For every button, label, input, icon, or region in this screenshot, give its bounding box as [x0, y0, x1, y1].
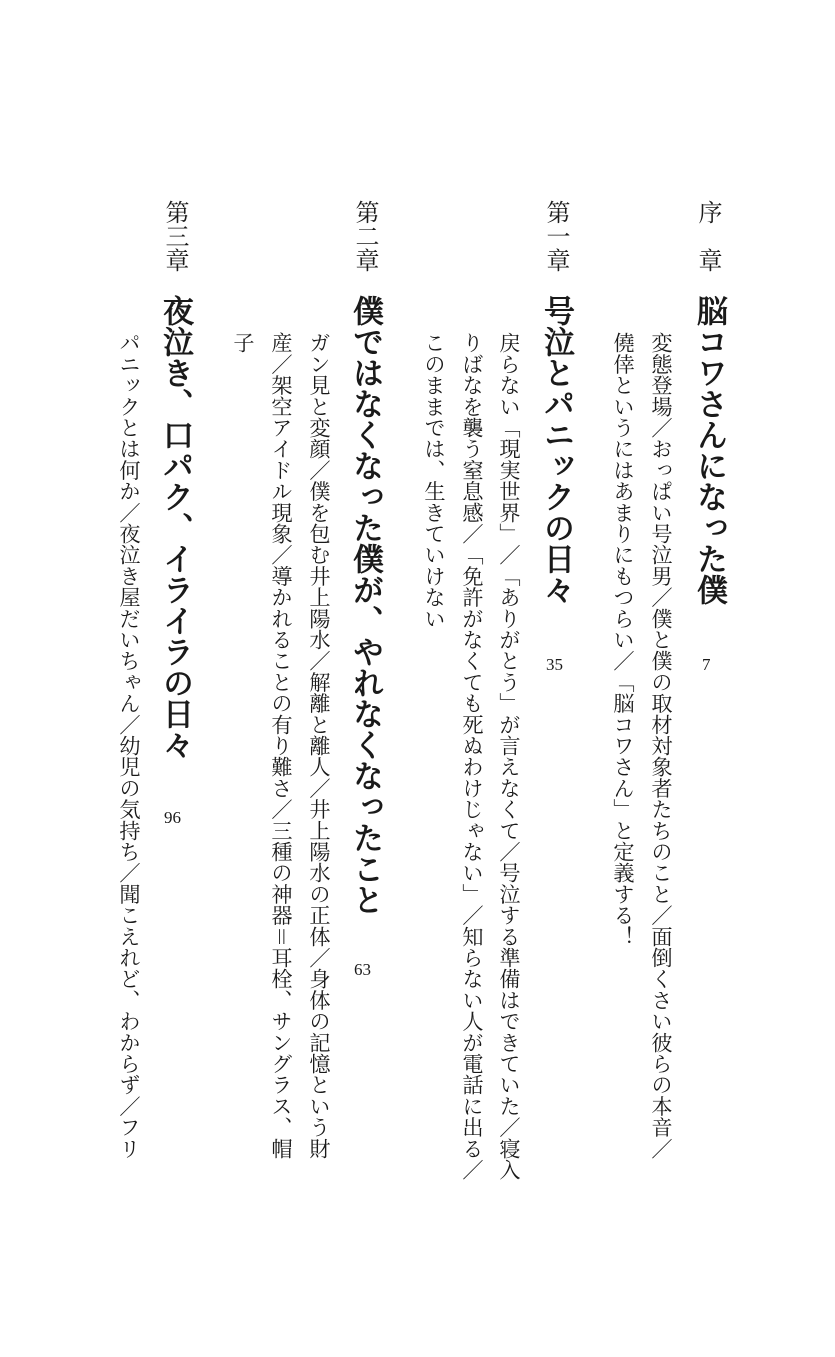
chapter-title: 号泣とパニックの日々	[538, 295, 574, 605]
chapter-description-line: 子	[231, 332, 256, 354]
chapter-label: 序 章	[694, 200, 722, 272]
chapter-label: 第三章	[161, 200, 189, 272]
chapter-label: 第二章	[351, 200, 379, 272]
chapter-description-line: ガン見と変顔／僕を包む井上陽水／解離と離人／井上陽水の正体／身体の記憶という財	[307, 332, 332, 1159]
chapter-label: 第一章	[542, 200, 570, 272]
chapter-title: 夜泣き、口パク、イライラの日々	[157, 295, 193, 760]
chapter-description-line: りばなを襲う窒息感／「免許がなくても死ぬわけじゃない」／知らない人が電話に出る／	[460, 332, 485, 1180]
chapter-description-line: 変態登場／おっぱい号泣男／僕と僕の取材対象者たちのこと／面倒くさい彼らの本音／	[649, 332, 674, 1159]
page-number: 35	[546, 655, 563, 674]
chapter-title: 脳コワさんになった僕	[691, 295, 727, 605]
chapter-description-line: 戻らない「現実世界」／「ありがとう」が言えなくて／号泣する準備はできていた／寝入	[497, 332, 522, 1180]
chapter-description-line: 産／架空アイドル現象／導かれることの有り難さ／三種の神器＝耳栓、サングラス、帽	[269, 332, 294, 1159]
page-number: 96	[164, 808, 181, 827]
chapter-title: 僕ではなくなった僕が、やれなくなったこと	[347, 295, 383, 915]
chapter-description-line: 僥倖というにはあまりにもつらい／「脳コワさん」と定義する！	[611, 332, 636, 947]
chapter-description-line: このままでは、生きていけない	[422, 332, 447, 629]
chapter-description-line: パニックとは何か／夜泣き屋だいちゃん／幼児の気持ち／聞こえれど、わからず／フリ	[117, 332, 142, 1159]
page-number: 63	[354, 960, 371, 979]
page-number: 7	[702, 655, 711, 674]
